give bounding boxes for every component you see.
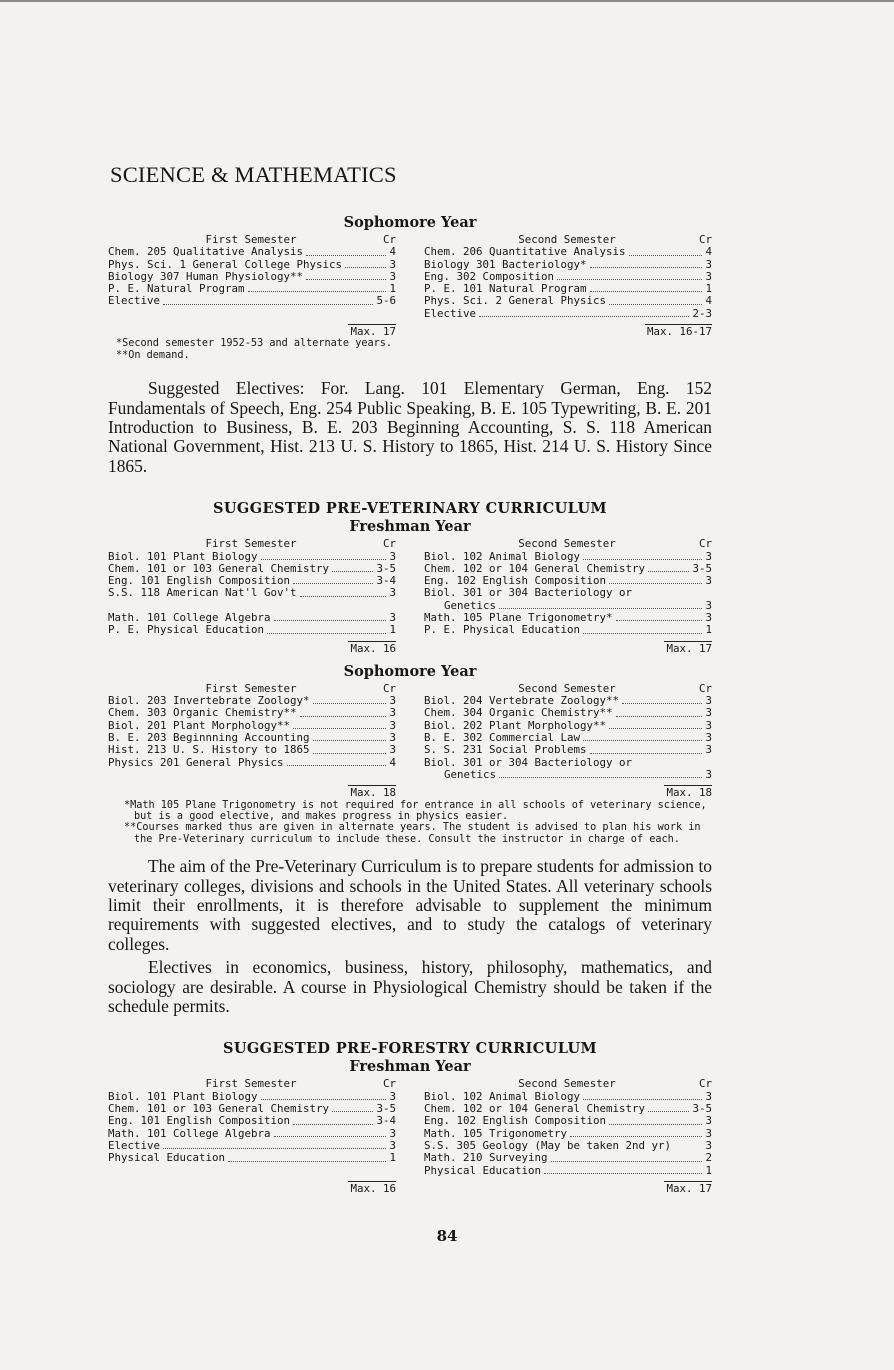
course-row <box>424 259 712 271</box>
max-credits-first: Max. 17 <box>350 325 396 339</box>
dot-leader <box>479 316 689 317</box>
max-credits-second: Max. 17 <box>666 641 712 655</box>
dot-leader <box>261 1099 387 1100</box>
course-name: Math. 105 Trigonometry <box>424 1127 568 1140</box>
second-semester-column <box>424 538 712 636</box>
course-name: Biol. 102 Animal Biology <box>424 1090 581 1103</box>
course-credits: 3 <box>389 257 396 271</box>
dot-leader <box>313 740 387 741</box>
course-credits: 3 <box>705 1114 712 1128</box>
course-credits: 3 <box>705 694 712 708</box>
semester-heading: Second Semester <box>518 233 616 246</box>
pre-vet-freshman-table <box>108 538 712 636</box>
dot-leader <box>261 559 387 560</box>
sci-sophomore-table <box>108 234 712 320</box>
max-credits-second: Max. 17 <box>666 1181 712 1195</box>
dot-leader <box>332 571 373 572</box>
dot-leader <box>293 1124 373 1125</box>
suggested-electives-paragraph: Suggested Electives: For. Lang. 101 Elementary German, Eng. 152 Fundamentals of Speech, Eng. 254 Public Speaking, B. E. 105 Typewriting, B. E. 201 Introduction to Business, B. E. 203 Beginning Accounting, S. S. 118 American National Government, Hist. 213 U. S. History to 1865, Hist. 214 U. S. History Since 1865. <box>108 378 712 476</box>
dot-leader <box>248 291 387 292</box>
dot-leader <box>557 279 702 280</box>
semester-heading: First Semester <box>205 1077 297 1091</box>
semester-heading: First Semester <box>205 233 297 246</box>
course-row <box>424 587 712 599</box>
course-credits: 3-5 <box>376 1102 396 1116</box>
dot-leader <box>293 728 386 729</box>
course-credits: 1 <box>389 1151 396 1165</box>
pre-vet-title: SUGGESTED PRE-VETERINARY CURRICULUM <box>213 500 607 518</box>
max-credits-row <box>108 641 712 655</box>
pre-forestry-freshman-table <box>108 1078 712 1176</box>
course-credits: 4 <box>705 294 712 308</box>
sci-sophomore-block <box>108 214 712 361</box>
course-row <box>108 563 396 575</box>
pre-forestry-freshman-heading: Freshman Year <box>349 1058 471 1076</box>
course-name: Math. 101 College Algebra <box>108 612 271 624</box>
course-name: Physical Education <box>424 1164 542 1177</box>
course-credits: 1 <box>705 1163 712 1177</box>
dot-leader <box>609 304 702 305</box>
course-credits: 3 <box>705 549 712 563</box>
course-row <box>424 551 712 563</box>
dot-leader <box>629 255 703 256</box>
course-name: Chem. 304 Organic Chemistry** <box>424 707 613 720</box>
course-credits: 3 <box>705 1138 712 1152</box>
course-row <box>108 1128 396 1140</box>
course-row <box>424 732 712 744</box>
course-row <box>424 707 712 719</box>
course-row <box>108 295 396 307</box>
footnote: *Second semester 1952-53 and alternate years. <box>116 338 393 350</box>
course-name: Eng. 102 English Composition <box>424 575 607 588</box>
course-row <box>424 769 712 781</box>
second-semester-column <box>424 234 712 320</box>
course-row <box>108 575 396 587</box>
course-name: Math. 210 Surveying <box>424 1152 548 1165</box>
course-name: Biol. 202 Plant Morphology** <box>424 719 607 732</box>
dot-leader <box>583 1099 702 1100</box>
course-name: Eng. 302 Composition <box>424 270 555 283</box>
course-name: Biol. 301 or 304 Bacteriology or <box>424 587 633 600</box>
course-credits: 3 <box>705 598 712 612</box>
course-row <box>108 1091 396 1103</box>
course-name: Biol. 203 Invertebrate Zoology* <box>108 695 310 708</box>
course-row <box>108 1152 396 1164</box>
pre-vet-freshman-heading: Freshman Year <box>349 518 471 536</box>
course-name: Chem. 206 Quantitative Analysis <box>424 246 626 259</box>
dot-leader <box>163 1148 386 1149</box>
course-credits: 1 <box>389 623 396 637</box>
course-name: Biol. 101 Plant Biology <box>108 550 258 563</box>
footnote: *Math 105 Plane Trigonometry is not required for entrance in all schools of veterinary science, but is a good elective, and makes progress in physics easier. <box>124 799 707 822</box>
course-name: S.S. 118 American Nat'l Gov't <box>108 587 297 600</box>
pre-forestry-section <box>108 1040 712 1195</box>
course-row <box>424 757 712 769</box>
course-credits: 3 <box>705 1089 712 1103</box>
credit-heading: Cr <box>382 1077 396 1091</box>
credit-heading: Cr <box>698 681 712 695</box>
course-row <box>108 695 396 707</box>
dot-leader <box>590 267 703 268</box>
course-row <box>424 612 712 624</box>
course-credits: 3 <box>705 718 712 732</box>
course-row <box>424 1152 712 1164</box>
course-row <box>424 283 712 295</box>
credit-heading: Cr <box>382 537 396 551</box>
course-name: Math. 105 Plane Trigonometry* <box>424 612 613 624</box>
dot-leader <box>228 1161 386 1162</box>
first-semester-column <box>108 234 396 320</box>
dot-leader <box>551 1161 703 1162</box>
semester-heading: First Semester <box>205 537 297 551</box>
course-row <box>108 1115 396 1127</box>
dot-leader <box>293 583 373 584</box>
dot-leader <box>622 703 702 704</box>
second-semester-column <box>424 683 712 781</box>
semester-heading: First Semester <box>205 681 297 695</box>
footnotes <box>116 338 712 361</box>
dot-leader <box>163 304 373 305</box>
course-row <box>424 744 712 756</box>
course-credits: 3 <box>389 611 396 624</box>
course-name: S. S. 231 Social Problems <box>424 744 587 757</box>
course-credits: 3 <box>389 1126 396 1140</box>
course-name: Chem. 205 Qualitative Analysis <box>108 246 304 259</box>
credit-heading: Cr <box>382 233 396 246</box>
course-credits: 2 <box>705 1151 712 1165</box>
course-name: Chem. 101 or 103 General Chemistry <box>108 562 330 575</box>
course-row <box>424 624 712 636</box>
footnotes <box>108 800 712 846</box>
pre-vet-section <box>108 500 712 1016</box>
dot-leader <box>274 620 387 621</box>
course-name: P. E. Physical Education <box>424 624 581 637</box>
max-credits-row <box>108 1181 712 1195</box>
dot-leader <box>544 1173 702 1174</box>
course-row <box>424 271 712 283</box>
course-row <box>108 246 396 258</box>
dot-leader <box>570 1136 702 1137</box>
semester-heading: Second Semester <box>518 537 616 551</box>
course-name: Phys. Sci. 2 General Physics <box>424 295 607 308</box>
course-row <box>108 732 396 744</box>
course-credits: 3 <box>705 574 712 588</box>
course-name: Biol. 102 Animal Biology <box>424 550 581 563</box>
dot-leader <box>300 596 387 597</box>
course-credits: 3 <box>705 731 712 745</box>
course-name: Biol. 101 Plant Biology <box>108 1090 258 1103</box>
dot-leader <box>332 1111 373 1112</box>
course-credits: 4 <box>389 245 396 259</box>
credit-heading: Cr <box>382 681 396 695</box>
course-credits: 3-5 <box>692 1102 712 1116</box>
dot-leader <box>590 291 703 292</box>
page-number: 84 <box>436 1227 458 1245</box>
course-credits: 3 <box>389 694 396 708</box>
pre-vet-sophomore-heading: Sophomore Year <box>343 662 477 680</box>
course-row <box>424 1115 712 1127</box>
course-credits: 3 <box>389 718 396 732</box>
course-name: Chem. 102 or 104 General Chemistry <box>424 562 646 575</box>
dot-leader <box>616 620 703 621</box>
max-credits-second: Max. 18 <box>666 786 712 800</box>
course-row <box>108 1140 396 1152</box>
course-row <box>424 1091 712 1103</box>
course-credits: 3 <box>705 257 712 271</box>
footnote: **Courses marked thus are given in alternate years. The student is advised to plan his work in the Pre-Veterinary curriculum to include these. Consult the instructor in charge of each. <box>124 822 701 845</box>
pre-vet-sophomore-table <box>108 683 712 781</box>
dot-leader <box>583 633 702 634</box>
course-name: Biol. 301 or 304 Bacteriology or <box>424 756 633 769</box>
course-name: Elective <box>108 1139 161 1152</box>
course-row <box>108 757 396 769</box>
course-name: Eng. 102 English Composition <box>424 1115 607 1128</box>
course-name: Hist. 213 U. S. History to 1865 <box>108 744 310 757</box>
course-name: Elective <box>108 295 161 308</box>
footnote: **On demand. <box>116 349 190 361</box>
sci-sophomore-year-heading: Sophomore Year <box>343 214 477 231</box>
course-row <box>424 575 712 587</box>
course-credits: 3 <box>705 269 712 283</box>
dot-leader <box>267 633 386 634</box>
course-name: S.S. 305 Geology (May be taken 2nd yr) <box>424 1139 672 1152</box>
credit-heading: Cr <box>698 537 712 551</box>
course-credits: 3 <box>389 269 396 283</box>
course-name: Genetics <box>444 599 497 612</box>
course-credits: 3 <box>705 706 712 720</box>
dot-leader <box>648 1111 689 1112</box>
course-credits: 1 <box>705 623 712 637</box>
dot-leader <box>313 703 387 704</box>
course-credits: 4 <box>389 755 396 769</box>
course-row <box>424 246 712 258</box>
credit-heading: Cr <box>698 1077 712 1091</box>
max-credits-second: Max. 16-17 <box>646 325 712 339</box>
course-name: Elective <box>424 307 477 320</box>
dot-leader <box>300 716 387 717</box>
first-semester-column <box>108 683 396 781</box>
course-credits: 4 <box>705 245 712 259</box>
course-name: P. E. Natural Program <box>108 283 245 296</box>
course-name: Physical Education <box>108 1152 226 1165</box>
dot-leader <box>274 1136 387 1137</box>
course-row <box>424 600 712 612</box>
max-credits-first: Max. 16 <box>350 641 396 655</box>
dot-leader <box>306 255 386 256</box>
course-row <box>424 563 712 575</box>
course-row <box>424 1128 712 1140</box>
dot-leader <box>616 716 703 717</box>
second-semester-column <box>424 1078 712 1176</box>
course-row <box>108 271 396 283</box>
dot-leader <box>499 777 702 778</box>
course-row <box>424 720 712 732</box>
dot-leader <box>313 753 387 754</box>
course-row <box>424 1165 712 1177</box>
dot-leader <box>499 608 702 609</box>
course-row <box>424 695 712 707</box>
first-semester-column <box>108 1078 396 1176</box>
course-credits: 3 <box>389 1089 396 1103</box>
course-name: Eng. 101 English Composition <box>108 575 291 588</box>
course-name: Phys. Sci. 1 General College Physics <box>108 258 343 271</box>
course-row <box>108 283 396 295</box>
course-name: P. E. 101 Natural Program <box>424 283 587 296</box>
max-credits-first: Max. 18 <box>350 786 396 800</box>
course-name: Biology 301 Bacteriology* <box>424 258 587 271</box>
dot-leader <box>609 1124 702 1125</box>
dot-leader <box>583 740 702 741</box>
course-name: Physics 201 General Physics <box>108 756 284 769</box>
semester-heading: Second Semester <box>518 681 616 695</box>
max-credits-first: Max. 16 <box>350 1181 396 1195</box>
course-row <box>108 720 396 732</box>
course-name: B. E. 302 Commercial Law <box>424 732 581 745</box>
course-credits: 3 <box>705 743 712 757</box>
course-name: Biology 307 Human Physiology** <box>108 270 304 283</box>
course-row <box>108 1103 396 1115</box>
course-row <box>424 1140 712 1152</box>
course-name: Genetics <box>444 768 497 781</box>
course-credits: 3 <box>389 1138 396 1152</box>
dot-leader <box>609 583 702 584</box>
course-row <box>108 587 396 599</box>
course-name: Math. 101 College Algebra <box>108 1127 271 1140</box>
dot-leader <box>648 571 689 572</box>
course-row <box>424 295 712 307</box>
dot-leader <box>590 753 703 754</box>
page-content <box>108 162 712 1195</box>
course-row <box>424 308 712 320</box>
course-row <box>108 551 396 563</box>
course-credits: 3 <box>389 706 396 720</box>
course-name: Chem. 101 or 103 General Chemistry <box>108 1103 330 1116</box>
course-credits: 3 <box>389 586 396 600</box>
course-name: Biol. 201 Plant Morphology** <box>108 719 291 732</box>
course-row <box>424 1103 712 1115</box>
pre-vet-electives-paragraph: Electives in economics, business, history, philosophy, mathematics, and sociology are desirable. A course in Physiological Chemistry should be taken if the schedule permits. <box>108 957 712 1017</box>
course-row <box>108 624 396 636</box>
course-credits: 1 <box>705 282 712 296</box>
course-name: B. E. 203 Beginnning Accounting <box>108 732 310 745</box>
course-credits: 5-6 <box>376 294 396 308</box>
course-credits: 1 <box>389 282 396 296</box>
dot-leader <box>306 279 386 280</box>
max-credits-row <box>108 324 712 338</box>
dot-leader <box>287 765 387 766</box>
course-credits: 2-3 <box>692 306 712 320</box>
course-credits: 3-5 <box>692 561 712 575</box>
course-credits: 3-4 <box>376 574 396 588</box>
course-row <box>108 707 396 719</box>
course-name: Eng. 101 English Composition <box>108 1115 291 1128</box>
dot-leader <box>345 267 386 268</box>
course-credits: 3 <box>705 611 712 624</box>
course-credits: 3 <box>389 731 396 745</box>
dot-leader <box>609 728 702 729</box>
department-title: SCIENCE & MATHEMATICS <box>110 162 397 187</box>
course-credits: 3-5 <box>376 561 396 575</box>
course-credits: 3 <box>389 549 396 563</box>
course-name: P. E. Physical Education <box>108 624 265 637</box>
course-name: Chem. 303 Organic Chemistry** <box>108 707 297 720</box>
course-credits: 3-4 <box>376 1114 396 1128</box>
course-row <box>108 612 396 624</box>
course-credits: 3 <box>389 743 396 757</box>
max-credits-row <box>108 785 712 799</box>
course-credits: 3 <box>705 1126 712 1140</box>
course-name: Biol. 204 Vertebrate Zoology** <box>424 695 620 708</box>
course-name: Chem. 102 or 104 General Chemistry <box>424 1103 646 1116</box>
dot-leader <box>583 559 702 560</box>
first-semester-column <box>108 538 396 636</box>
course-credits: 3 <box>705 767 712 781</box>
semester-heading: Second Semester <box>518 1077 616 1091</box>
course-row <box>108 744 396 756</box>
pre-forestry-title: SUGGESTED PRE-FORESTRY CURRICULUM <box>222 1040 597 1058</box>
course-row <box>108 259 396 271</box>
credit-heading: Cr <box>698 233 712 246</box>
pre-vet-aim-paragraph: The aim of the Pre-Veterinary Curriculum is to prepare students for admission to veterinary colleges, divisions and schools in the United States. All veterinary schools limit their enrollments, it is therefore advisable to supplement the minimum requirements with suggested electives, and to study the catalogs of veterinary colleges. <box>108 856 712 954</box>
course-row <box>108 600 396 612</box>
